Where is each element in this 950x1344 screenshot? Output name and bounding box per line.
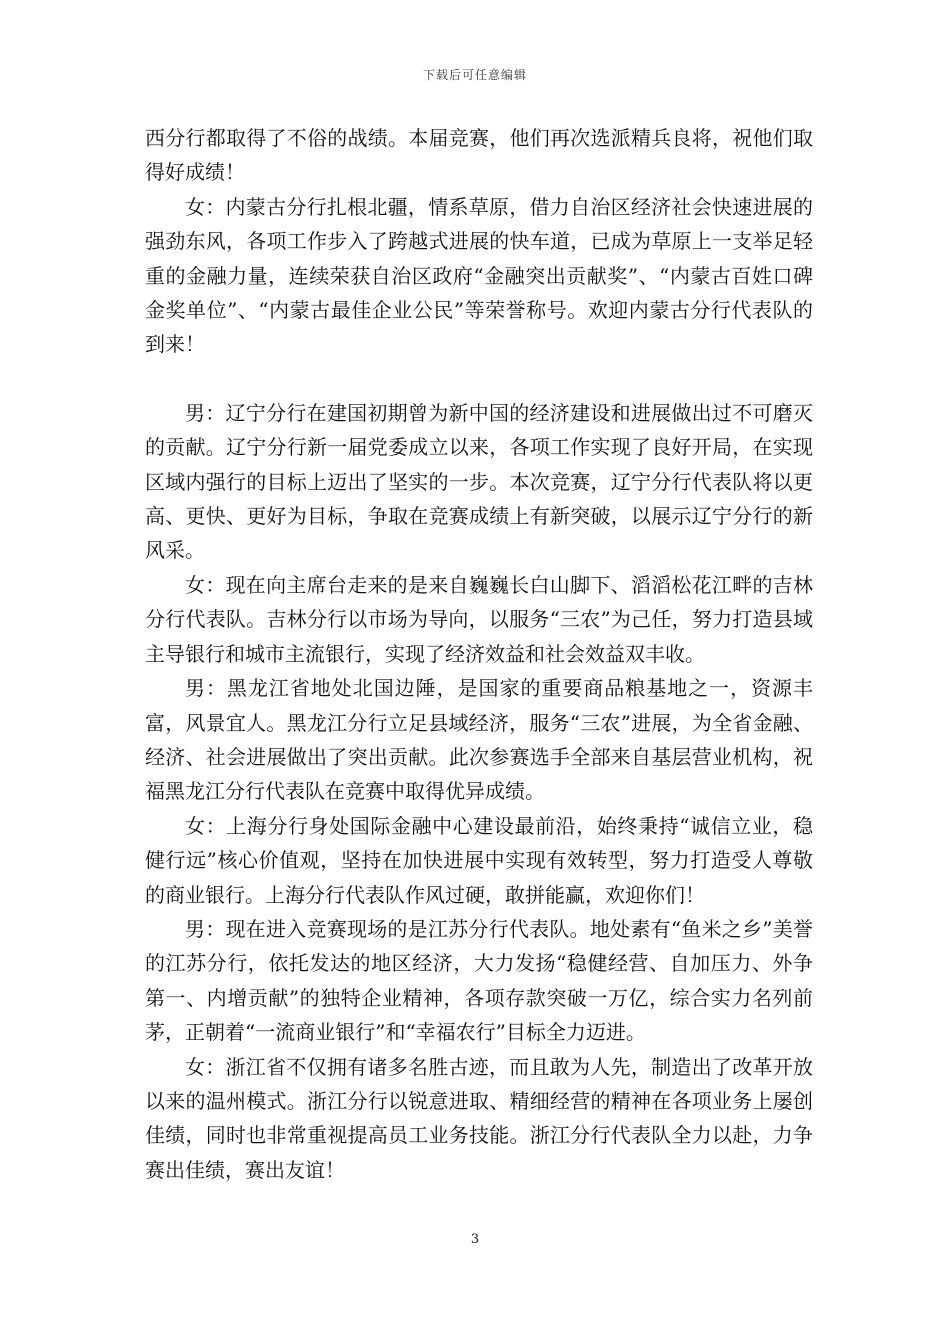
paragraph-liaoning: 男：辽宁分行在建国初期曾为新中国的经济建设和进展做出过不可磨灭的贡献。辽宁分行新一届党委成立以来，各项工作实现了良好开局，在实现区域内强行的目标上迈出了坚实的一步。本次竞赛，辽宁分行代表队将以更高、更快、更好为目标，争取在竞赛成绩上有新突破，以展示辽宁分行的新风采。 — [145, 400, 813, 563]
paragraph-jilin: 女：现在向主席台走来的是来自巍巍长白山脚下、滔滔松花江畔的吉林分行代表队。吉林分行以市场为导向，以服务“三农”为己任，努力打造县域主导银行和城市主流银行，实现了经济效益和社会效益双丰收。 — [145, 572, 813, 666]
paragraph-spacer — [145, 362, 813, 396]
paragraph-inner-mongolia: 女：内蒙古分行扎根北疆，情系草原，借力自治区经济社会快速进展的强劲东风，各项工作步入了跨越式进展的快车道，已成为草原上一支举足轻重的金融力量，连续荣获自治区政府“金融突出贡献奖”、“内蒙古百姓口碑金奖单位”、“内蒙古最佳企业公民”等荣誉称号。欢迎内蒙古分行代表队的到来！ — [145, 194, 813, 357]
paragraph-zhejiang: 女：浙江省不仅拥有诸多名胜古迹，而且敢为人先，制造出了改革开放以来的温州模式。浙江分行以锐意进取、精细经营的精神在各项业务上屡创佳绩，同时也非常重视提高员工业务技能。浙江分行代表队全力以赴，力争赛出佳绩，赛出友谊！ — [145, 1054, 813, 1182]
paragraph-continued: 西分行都取得了不俗的战绩。本届竞赛，他们再次选派精兵良将，祝他们取得好成绩！ — [145, 126, 813, 185]
paragraph-jiangsu: 男：现在进入竞赛现场的是江苏分行代表队。地处素有“鱼米之乡”美誉的江苏分行，依托发达的地区经济，大力发扬“稳健经营、自加压力、外争第一、内增贡献”的独特企业精神，各项存款突破一万亿，综合实力名列前茅，正朝着“一流商业银行”和“幸福农行”目标全力迈进。 — [145, 916, 813, 1045]
paragraph-shanghai: 女：上海分行身处国际金融中心建设最前沿，始终秉持“诚信立业，稳健行远”核心价值观，坚持在加快进展中实现有效转型，努力打造受人尊敬的商业银行。上海分行代表队作风过硬，敢拼能赢，欢迎你们！ — [145, 813, 813, 907]
paragraph-heilongjiang: 男：黑龙江省地处北国边陲，是国家的重要商品粮基地之一，资源丰富，风景宜人。黑龙江分行立足县域经济，服务“三农”进展，为全省金融、经济、社会进展做出了突出贡献。此次参赛选手全部来自基层营业机构，祝福黑龙江分行代表队在竞赛中取得优异成绩。 — [145, 676, 813, 804]
page-number: 3 — [470, 1232, 480, 1247]
document-body — [145, 121, 813, 1187]
page-header-note: 下载后可任意编辑 — [422, 68, 527, 82]
